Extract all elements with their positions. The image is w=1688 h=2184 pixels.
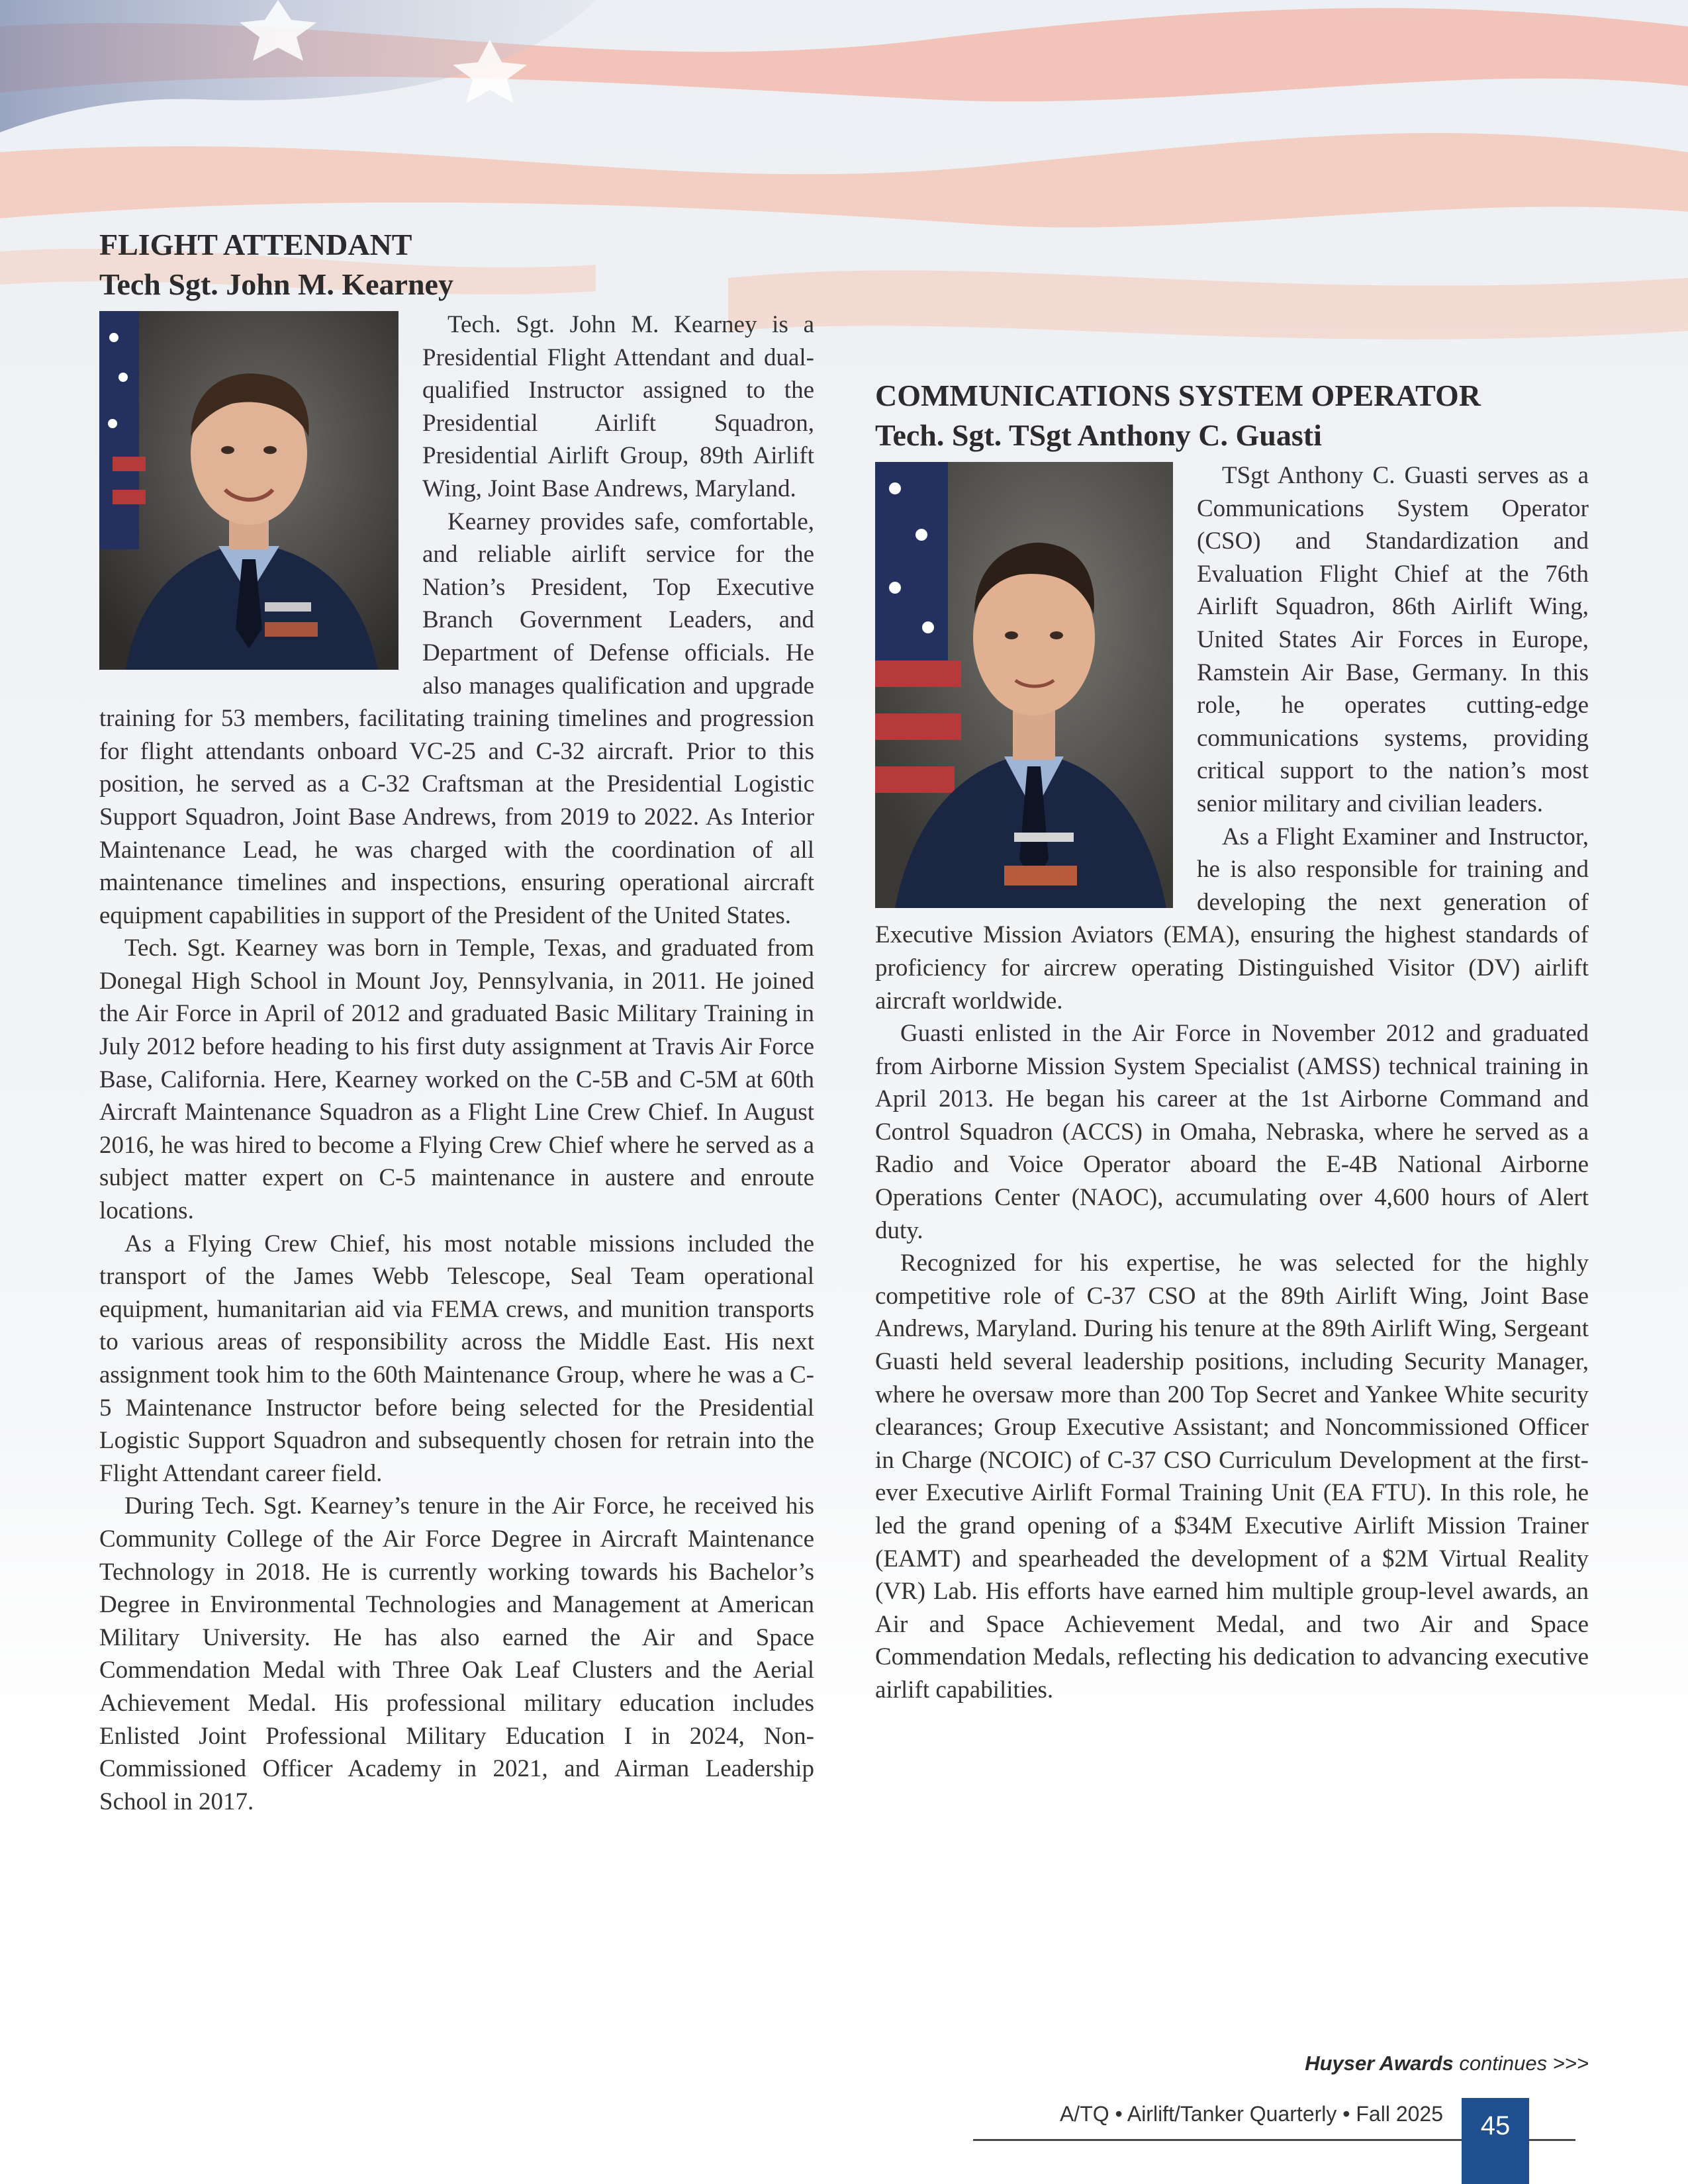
continues-bold: Huyser Awards — [1305, 2052, 1454, 2075]
article-body — [875, 459, 1589, 1707]
article-body — [99, 308, 814, 1818]
paragraph: As a Flight Examiner and Instructor, he is also responsible for training and developing the next generation of Executive Mission Aviators (EMA), ensuring the highest standards of proficiency for aircrew operating Distinguished Visitor (DV) airlift aircraft worldwide. — [875, 823, 1589, 1015]
portrait-photo — [875, 462, 1173, 908]
paragraph: Kearney provides safe, comfortable, and reliable airlift service for the Nation’s President, Top Executive Branch Government Leaders, and Department of Defense officials. He also manages qualification and upgrade training for 53 members, facilitating training timelines and progression for flight attendants onboard VC-25 and C-32 aircraft. Prior to this position, he served as a C-32 Craftsman at the Presidential Logistic Support Squadron, Joint Base Andrews, from 2019 to 2022. As Interior Maintenance Lead, he was charged with the coordination of all maintenance timelines and inspections, ensuring operational aircraft equipment capabilities in support of the President of the United States. — [99, 508, 814, 929]
page-number: 45 — [1462, 2098, 1529, 2184]
section-title: FLIGHT ATTENDANT — [99, 228, 412, 261]
left-article — [99, 225, 814, 1818]
right-article — [875, 376, 1589, 1707]
paragraph: As a Flying Crew Chief, his most notable missions included the transport of the James Webb Telescope, Seal Team operational equipment, humanitarian aid via FEMA crews, and munition transports to various areas of responsibility across the Middle East. His next assignment took him to the 60th Maintenance Group, where he was a C-5 Maintenance Instructor before being selected for the Presidential Logistic Support Squadron and subsequently chosen for retrain into the Flight Attendant career field. — [99, 1230, 814, 1487]
portrait-photo — [99, 311, 399, 670]
person-name: Tech. Sgt. TSgt Anthony C. Guasti — [875, 418, 1322, 452]
section-title: COMMUNICATIONS SYSTEM OPERATOR — [875, 379, 1481, 412]
publication-line: A/TQ • Airlift/Tanker Quarterly • Fall 2025 — [1059, 2102, 1443, 2126]
paragraph: Tech. Sgt. Kearney was born in Temple, Texas, and graduated from Donegal High School in Mount Joy, Pennsylvania, in 2011. He joined the Air Force in April of 2012 and graduated Basic Military Training in July 2012 before heading to his first duty assignment at Travis Air Force Base, California. Here, Kearney worked on the C-5B and C-5M at 60th Aircraft Maintenance Squadron as a Flight Line Crew Chief. In August 2016, he was hired to become a Flying Crew Chief where he served as a subject matter expert on C-5 maintenance in austere and enroute locations. — [99, 934, 814, 1225]
paragraph: Tech. Sgt. John M. Kearney is a Presidential Flight Attendant and dual-qualified Instructor assigned to the Presidential Airlift Squadron, Presidential Airlift Group, 89th Airlift Wing, Joint Base Andrews, Maryland. — [422, 311, 814, 502]
paragraph: Guasti enlisted in the Air Force in November 2012 and graduated from Airborne Mission System Specialist (AMSS) technical training in April 2013. He began his career at the 1st Airborne Command and Control Squadron (ACCS) in Omaha, Nebraska, where he served as a Radio and Voice Operator aboard the E-4B National Airborne Operations Center (NAOC), accumulating over 4,600 hours of Alert duty. — [875, 1020, 1589, 1244]
continues-rest: continues >>> — [1453, 2052, 1589, 2075]
paragraph: Recognized for his expertise, he was selected for the highly competitive role of C-37 CSO at the 89th Airlift Wing, Joint Base Andrews, Maryland. During his tenure at the 89th Airlift Wing, Sergeant Guasti held several leadership positions, including Security Manager, where he oversaw more than 200 Top Secret and Yankee White security clearances; Group Executive Assistant; and Noncommissioned Officer in Charge (NCOIC) of C-37 CSO Curriculum Development at the first-ever Executive Airlift Formal Training Unit (EA FTU). In this role, he led the grand opening of a $34M Executive Airlift Mission Trainer (EAMT) and spearheaded the development of a $2M Virtual Reality (VR) Lab. His efforts have earned him multiple group-level awards, an Air and Space Achievement Medal, and two Air and Space Commendation Medals, reflecting his dedication to advancing executive airlift capabilities. — [875, 1250, 1589, 1704]
paragraph: TSgt Anthony C. Guasti serves as a Communications System Operator (CSO) and Standardization and Evaluation Flight Chief at the 76th Airlift Squadron, 86th Airlift Wing, United States Air Forces in Europe, Ramstein Air Base, Germany. In this role, he operates cutting-edge communications systems, providing critical support to the nation’s most senior military and civilian leaders. — [1197, 462, 1589, 817]
person-name: Tech Sgt. John M. Kearney — [99, 267, 453, 301]
continues-note — [1305, 2052, 1589, 2075]
paragraph: During Tech. Sgt. Kearney’s tenure in the Air Force, he received his Community College of the Air Force Degree in Aircraft Maintenance Technology in 2018. He is currently working towards his Bachelor’s Degree in Environmental Technologies and Management at American Military University. He has also earned the Air and Space Commendation Medal with Three Oak Leaf Clusters and the Aerial Achievement Medal. His professional military education includes Enlisted Joint Professional Military Education I in 2024, Non-Commissioned Officer Academy in 2021, and Airman Leadership School in 2017. — [99, 1492, 814, 1815]
